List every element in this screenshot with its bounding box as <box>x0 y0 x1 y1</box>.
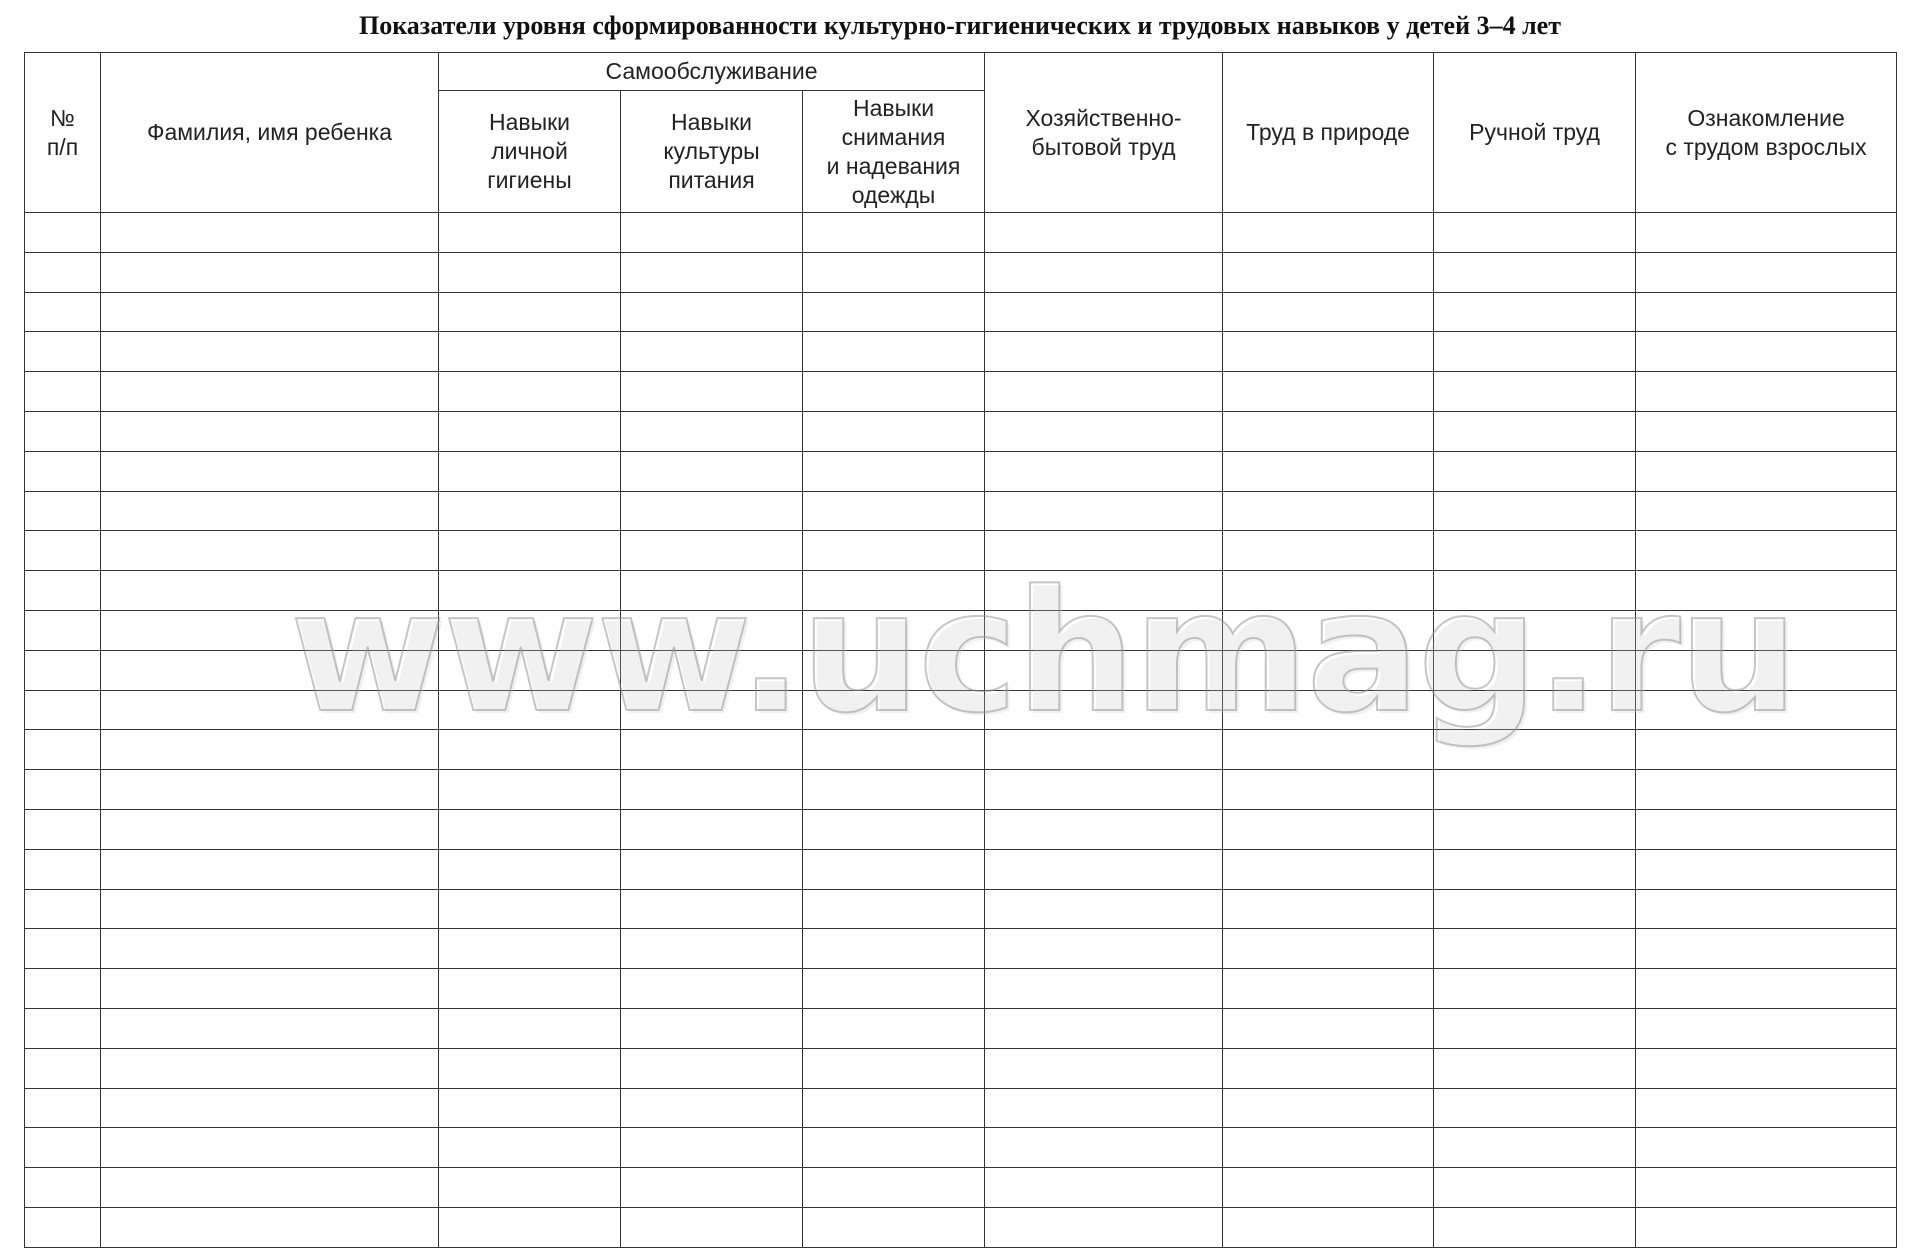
table-cell <box>25 571 101 611</box>
table-cell <box>1636 1008 1897 1048</box>
table-cell <box>985 809 1223 849</box>
table-cell <box>803 531 985 571</box>
table-cell <box>985 650 1223 690</box>
column-header-household-labor: Хозяйственно- бытовой труд <box>985 53 1223 213</box>
table-cell <box>25 491 101 531</box>
table-cell <box>25 1207 101 1247</box>
table-cell <box>621 889 803 929</box>
table-row <box>25 1168 1897 1208</box>
table-cell <box>1636 292 1897 332</box>
table-cell <box>101 372 439 412</box>
table-row <box>25 252 1897 292</box>
table-cell <box>1223 809 1434 849</box>
table-cell <box>439 372 621 412</box>
table-cell <box>621 1048 803 1088</box>
table-cell <box>621 929 803 969</box>
assessment-table <box>24 52 1897 1248</box>
table-cell <box>439 252 621 292</box>
table-cell <box>1223 929 1434 969</box>
table-cell <box>25 969 101 1009</box>
table-cell <box>25 849 101 889</box>
table-cell <box>439 690 621 730</box>
table-cell <box>101 849 439 889</box>
table-cell <box>803 1048 985 1088</box>
table-cell <box>439 292 621 332</box>
table-cell <box>1636 332 1897 372</box>
table-cell <box>803 889 985 929</box>
table-cell <box>1636 1207 1897 1247</box>
table-cell <box>985 690 1223 730</box>
table-cell <box>985 332 1223 372</box>
table-cell <box>985 1207 1223 1247</box>
table-row <box>25 332 1897 372</box>
table-cell <box>621 252 803 292</box>
table-cell <box>985 1008 1223 1048</box>
table-cell <box>803 451 985 491</box>
table-row <box>25 730 1897 770</box>
table-cell <box>621 531 803 571</box>
table-cell <box>803 372 985 412</box>
table-cell <box>621 451 803 491</box>
table-cell <box>1636 451 1897 491</box>
table-cell <box>439 610 621 650</box>
table-cell <box>621 292 803 332</box>
table-cell <box>1434 1088 1636 1128</box>
table-cell <box>1223 1008 1434 1048</box>
table-cell <box>1223 571 1434 611</box>
table-cell <box>439 213 621 253</box>
table-row <box>25 650 1897 690</box>
table-cell <box>621 491 803 531</box>
table-row <box>25 372 1897 412</box>
table-cell <box>25 1128 101 1168</box>
table-cell <box>803 969 985 1009</box>
table-cell <box>803 252 985 292</box>
table-cell <box>803 1008 985 1048</box>
table-cell <box>1434 1207 1636 1247</box>
table-cell <box>101 1128 439 1168</box>
table-cell <box>1223 690 1434 730</box>
table-cell <box>1223 252 1434 292</box>
table-cell <box>1434 770 1636 810</box>
table-cell <box>1223 650 1434 690</box>
column-header-nature-labor: Труд в природе <box>1223 53 1434 213</box>
table-cell <box>25 770 101 810</box>
table-row <box>25 531 1897 571</box>
table-cell <box>101 610 439 650</box>
table-row <box>25 1128 1897 1168</box>
group-header-self-service: Самообслуживание <box>439 53 985 91</box>
table-cell <box>621 849 803 889</box>
table-cell <box>1223 531 1434 571</box>
table-cell <box>1434 610 1636 650</box>
table-row <box>25 571 1897 611</box>
table-cell <box>985 491 1223 531</box>
table-cell <box>101 1168 439 1208</box>
table-cell <box>803 770 985 810</box>
table-cell <box>101 690 439 730</box>
table-cell <box>1434 1128 1636 1168</box>
table-cell <box>439 770 621 810</box>
table-cell <box>101 252 439 292</box>
table-cell <box>803 809 985 849</box>
table-cell <box>803 610 985 650</box>
table-cell <box>985 372 1223 412</box>
table-row <box>25 809 1897 849</box>
table-cell <box>1636 213 1897 253</box>
table-cell <box>621 650 803 690</box>
table-cell <box>1636 372 1897 412</box>
table-cell <box>1636 1088 1897 1128</box>
table-cell <box>1434 571 1636 611</box>
table-cell <box>1434 252 1636 292</box>
table-cell <box>1636 889 1897 929</box>
table-cell <box>985 1048 1223 1088</box>
table-cell <box>1636 770 1897 810</box>
table-cell <box>101 1088 439 1128</box>
table-cell <box>439 849 621 889</box>
table-cell <box>1636 610 1897 650</box>
table-row <box>25 1088 1897 1128</box>
table-cell <box>1223 770 1434 810</box>
column-header-food-culture: Навыки культуры питания <box>621 91 803 213</box>
table-cell <box>621 770 803 810</box>
table-cell <box>985 531 1223 571</box>
table-cell <box>1434 491 1636 531</box>
table-cell <box>25 372 101 412</box>
table-cell <box>803 292 985 332</box>
table-row <box>25 1008 1897 1048</box>
table-cell <box>985 1128 1223 1168</box>
table-cell <box>985 929 1223 969</box>
table-cell <box>439 929 621 969</box>
table-cell <box>101 292 439 332</box>
table-cell <box>1223 332 1434 372</box>
table-cell <box>621 730 803 770</box>
table-cell <box>25 531 101 571</box>
table-cell <box>101 1008 439 1048</box>
table-cell <box>439 451 621 491</box>
table-cell <box>1434 1008 1636 1048</box>
table-cell <box>1434 411 1636 451</box>
table-row <box>25 292 1897 332</box>
table-cell <box>985 213 1223 253</box>
table-cell <box>1636 1048 1897 1088</box>
column-header-name: Фамилия, имя ребенка <box>101 53 439 213</box>
table-cell <box>1434 849 1636 889</box>
table-cell <box>621 372 803 412</box>
table-cell <box>1223 1048 1434 1088</box>
table-cell <box>803 730 985 770</box>
table-cell <box>985 969 1223 1009</box>
table-cell <box>1636 252 1897 292</box>
table-cell <box>25 252 101 292</box>
table-cell <box>985 889 1223 929</box>
table-cell <box>439 1128 621 1168</box>
table-cell <box>25 1008 101 1048</box>
table-cell <box>1223 1207 1434 1247</box>
table-cell <box>985 730 1223 770</box>
table-cell <box>1223 889 1434 929</box>
table-cell <box>1223 213 1434 253</box>
table-cell <box>1223 849 1434 889</box>
table-cell <box>803 411 985 451</box>
table-cell <box>803 491 985 531</box>
table-cell <box>1434 451 1636 491</box>
table-row <box>25 849 1897 889</box>
table-cell <box>621 1128 803 1168</box>
table-row <box>25 929 1897 969</box>
table-cell <box>439 411 621 451</box>
table-cell <box>1223 372 1434 412</box>
table-row <box>25 770 1897 810</box>
table-cell <box>101 451 439 491</box>
table-row <box>25 1048 1897 1088</box>
table-cell <box>1434 889 1636 929</box>
table-cell <box>1636 1168 1897 1208</box>
table-cell <box>1434 531 1636 571</box>
table-cell <box>101 929 439 969</box>
table-cell <box>439 1168 621 1208</box>
table-cell <box>439 1088 621 1128</box>
table-cell <box>439 889 621 929</box>
table-cell <box>1636 929 1897 969</box>
table-cell <box>25 292 101 332</box>
table-cell <box>803 1088 985 1128</box>
table-cell <box>25 451 101 491</box>
table-cell <box>621 1207 803 1247</box>
table-cell <box>25 1088 101 1128</box>
table-cell <box>439 730 621 770</box>
table-cell <box>1636 809 1897 849</box>
table-cell <box>101 1048 439 1088</box>
table-cell <box>101 969 439 1009</box>
table-cell <box>25 610 101 650</box>
table-cell <box>439 809 621 849</box>
watermark: www.uchmag.ru <box>290 554 1797 750</box>
table-cell <box>25 690 101 730</box>
table-cell <box>985 252 1223 292</box>
table-cell <box>439 1008 621 1048</box>
table-cell <box>101 650 439 690</box>
table-cell <box>985 292 1223 332</box>
table-row <box>25 969 1897 1009</box>
table-cell <box>101 730 439 770</box>
table-cell <box>803 849 985 889</box>
table-cell <box>1223 1168 1434 1208</box>
table-row <box>25 411 1897 451</box>
table-cell <box>1434 213 1636 253</box>
column-header-adult-labor: Ознакомление с трудом взрослых <box>1636 53 1897 213</box>
table-cell <box>1636 650 1897 690</box>
table-cell <box>25 1048 101 1088</box>
table-cell <box>101 770 439 810</box>
table-cell <box>803 332 985 372</box>
table-cell <box>1223 292 1434 332</box>
table-cell <box>621 809 803 849</box>
table-cell <box>621 610 803 650</box>
table-row <box>25 610 1897 650</box>
table-cell <box>1434 292 1636 332</box>
table-cell <box>985 571 1223 611</box>
table-cell <box>25 213 101 253</box>
table-cell <box>101 571 439 611</box>
table-row <box>25 491 1897 531</box>
table-cell <box>1434 650 1636 690</box>
table-cell <box>803 929 985 969</box>
table-cell <box>621 213 803 253</box>
column-header-dressing: Навыки снимания и надевания одежды <box>803 91 985 213</box>
table-cell <box>101 531 439 571</box>
table-cell <box>439 969 621 1009</box>
table-cell <box>1636 730 1897 770</box>
table-cell <box>803 213 985 253</box>
table-cell <box>621 690 803 730</box>
table-cell <box>1434 1168 1636 1208</box>
table-cell <box>1223 451 1434 491</box>
column-header-number: № п/п <box>25 53 101 213</box>
table-cell <box>1636 969 1897 1009</box>
table-cell <box>803 650 985 690</box>
table-row <box>25 889 1897 929</box>
table-cell <box>101 1207 439 1247</box>
table-cell <box>621 1168 803 1208</box>
table-cell <box>803 1207 985 1247</box>
table-cell <box>985 1088 1223 1128</box>
table-cell <box>1434 690 1636 730</box>
table-cell <box>439 531 621 571</box>
table-cell <box>1636 491 1897 531</box>
table-cell <box>621 1008 803 1048</box>
table-cell <box>101 491 439 531</box>
table-cell <box>1636 411 1897 451</box>
table-cell <box>439 1048 621 1088</box>
table-row <box>25 690 1897 730</box>
table-cell <box>803 571 985 611</box>
table-row <box>25 1207 1897 1247</box>
table-cell <box>101 213 439 253</box>
table-cell <box>25 809 101 849</box>
table-cell <box>985 849 1223 889</box>
table-cell <box>1636 571 1897 611</box>
table-body <box>25 213 1897 1248</box>
column-header-manual-labor: Ручной труд <box>1434 53 1636 213</box>
table-cell <box>439 1207 621 1247</box>
table-cell <box>1223 491 1434 531</box>
table-cell <box>25 929 101 969</box>
table-cell <box>25 650 101 690</box>
table-cell <box>985 770 1223 810</box>
table-cell <box>1434 730 1636 770</box>
table-cell <box>101 332 439 372</box>
table-cell <box>101 889 439 929</box>
table-cell <box>1636 1128 1897 1168</box>
table-cell <box>25 889 101 929</box>
table-cell <box>1434 809 1636 849</box>
table-cell <box>621 571 803 611</box>
table-cell <box>25 411 101 451</box>
table-cell <box>1434 929 1636 969</box>
table-cell <box>803 1128 985 1168</box>
table-cell <box>25 730 101 770</box>
table-cell <box>25 332 101 372</box>
table-cell <box>1434 372 1636 412</box>
table-cell <box>985 1168 1223 1208</box>
table-cell <box>439 571 621 611</box>
table-cell <box>1434 969 1636 1009</box>
column-header-hygiene: Навыки личной гигиены <box>439 91 621 213</box>
table-row <box>25 451 1897 491</box>
table-cell <box>621 1088 803 1128</box>
table-cell <box>1434 332 1636 372</box>
table-cell <box>439 491 621 531</box>
table-cell <box>1223 1128 1434 1168</box>
table-cell <box>985 451 1223 491</box>
table-cell <box>1434 1048 1636 1088</box>
table-cell <box>1223 1088 1434 1128</box>
table-cell <box>621 332 803 372</box>
table-cell <box>25 1168 101 1208</box>
table-cell <box>621 411 803 451</box>
table-cell <box>985 411 1223 451</box>
table-cell <box>1223 730 1434 770</box>
table-cell <box>803 1168 985 1208</box>
table-cell <box>1636 690 1897 730</box>
table-cell <box>1223 610 1434 650</box>
table-cell <box>985 610 1223 650</box>
table-cell <box>439 650 621 690</box>
table-cell <box>1636 531 1897 571</box>
table-cell <box>1636 849 1897 889</box>
page-title: Показатели уровня сформированности культурно-гигиенических и трудовых навыков у детей 3–4 лет <box>359 11 1561 40</box>
table-row <box>25 213 1897 253</box>
table-cell <box>803 690 985 730</box>
table-cell <box>101 809 439 849</box>
table-cell <box>621 969 803 1009</box>
table-cell <box>101 411 439 451</box>
table-cell <box>1223 969 1434 1009</box>
table-cell <box>1223 411 1434 451</box>
table-cell <box>439 332 621 372</box>
